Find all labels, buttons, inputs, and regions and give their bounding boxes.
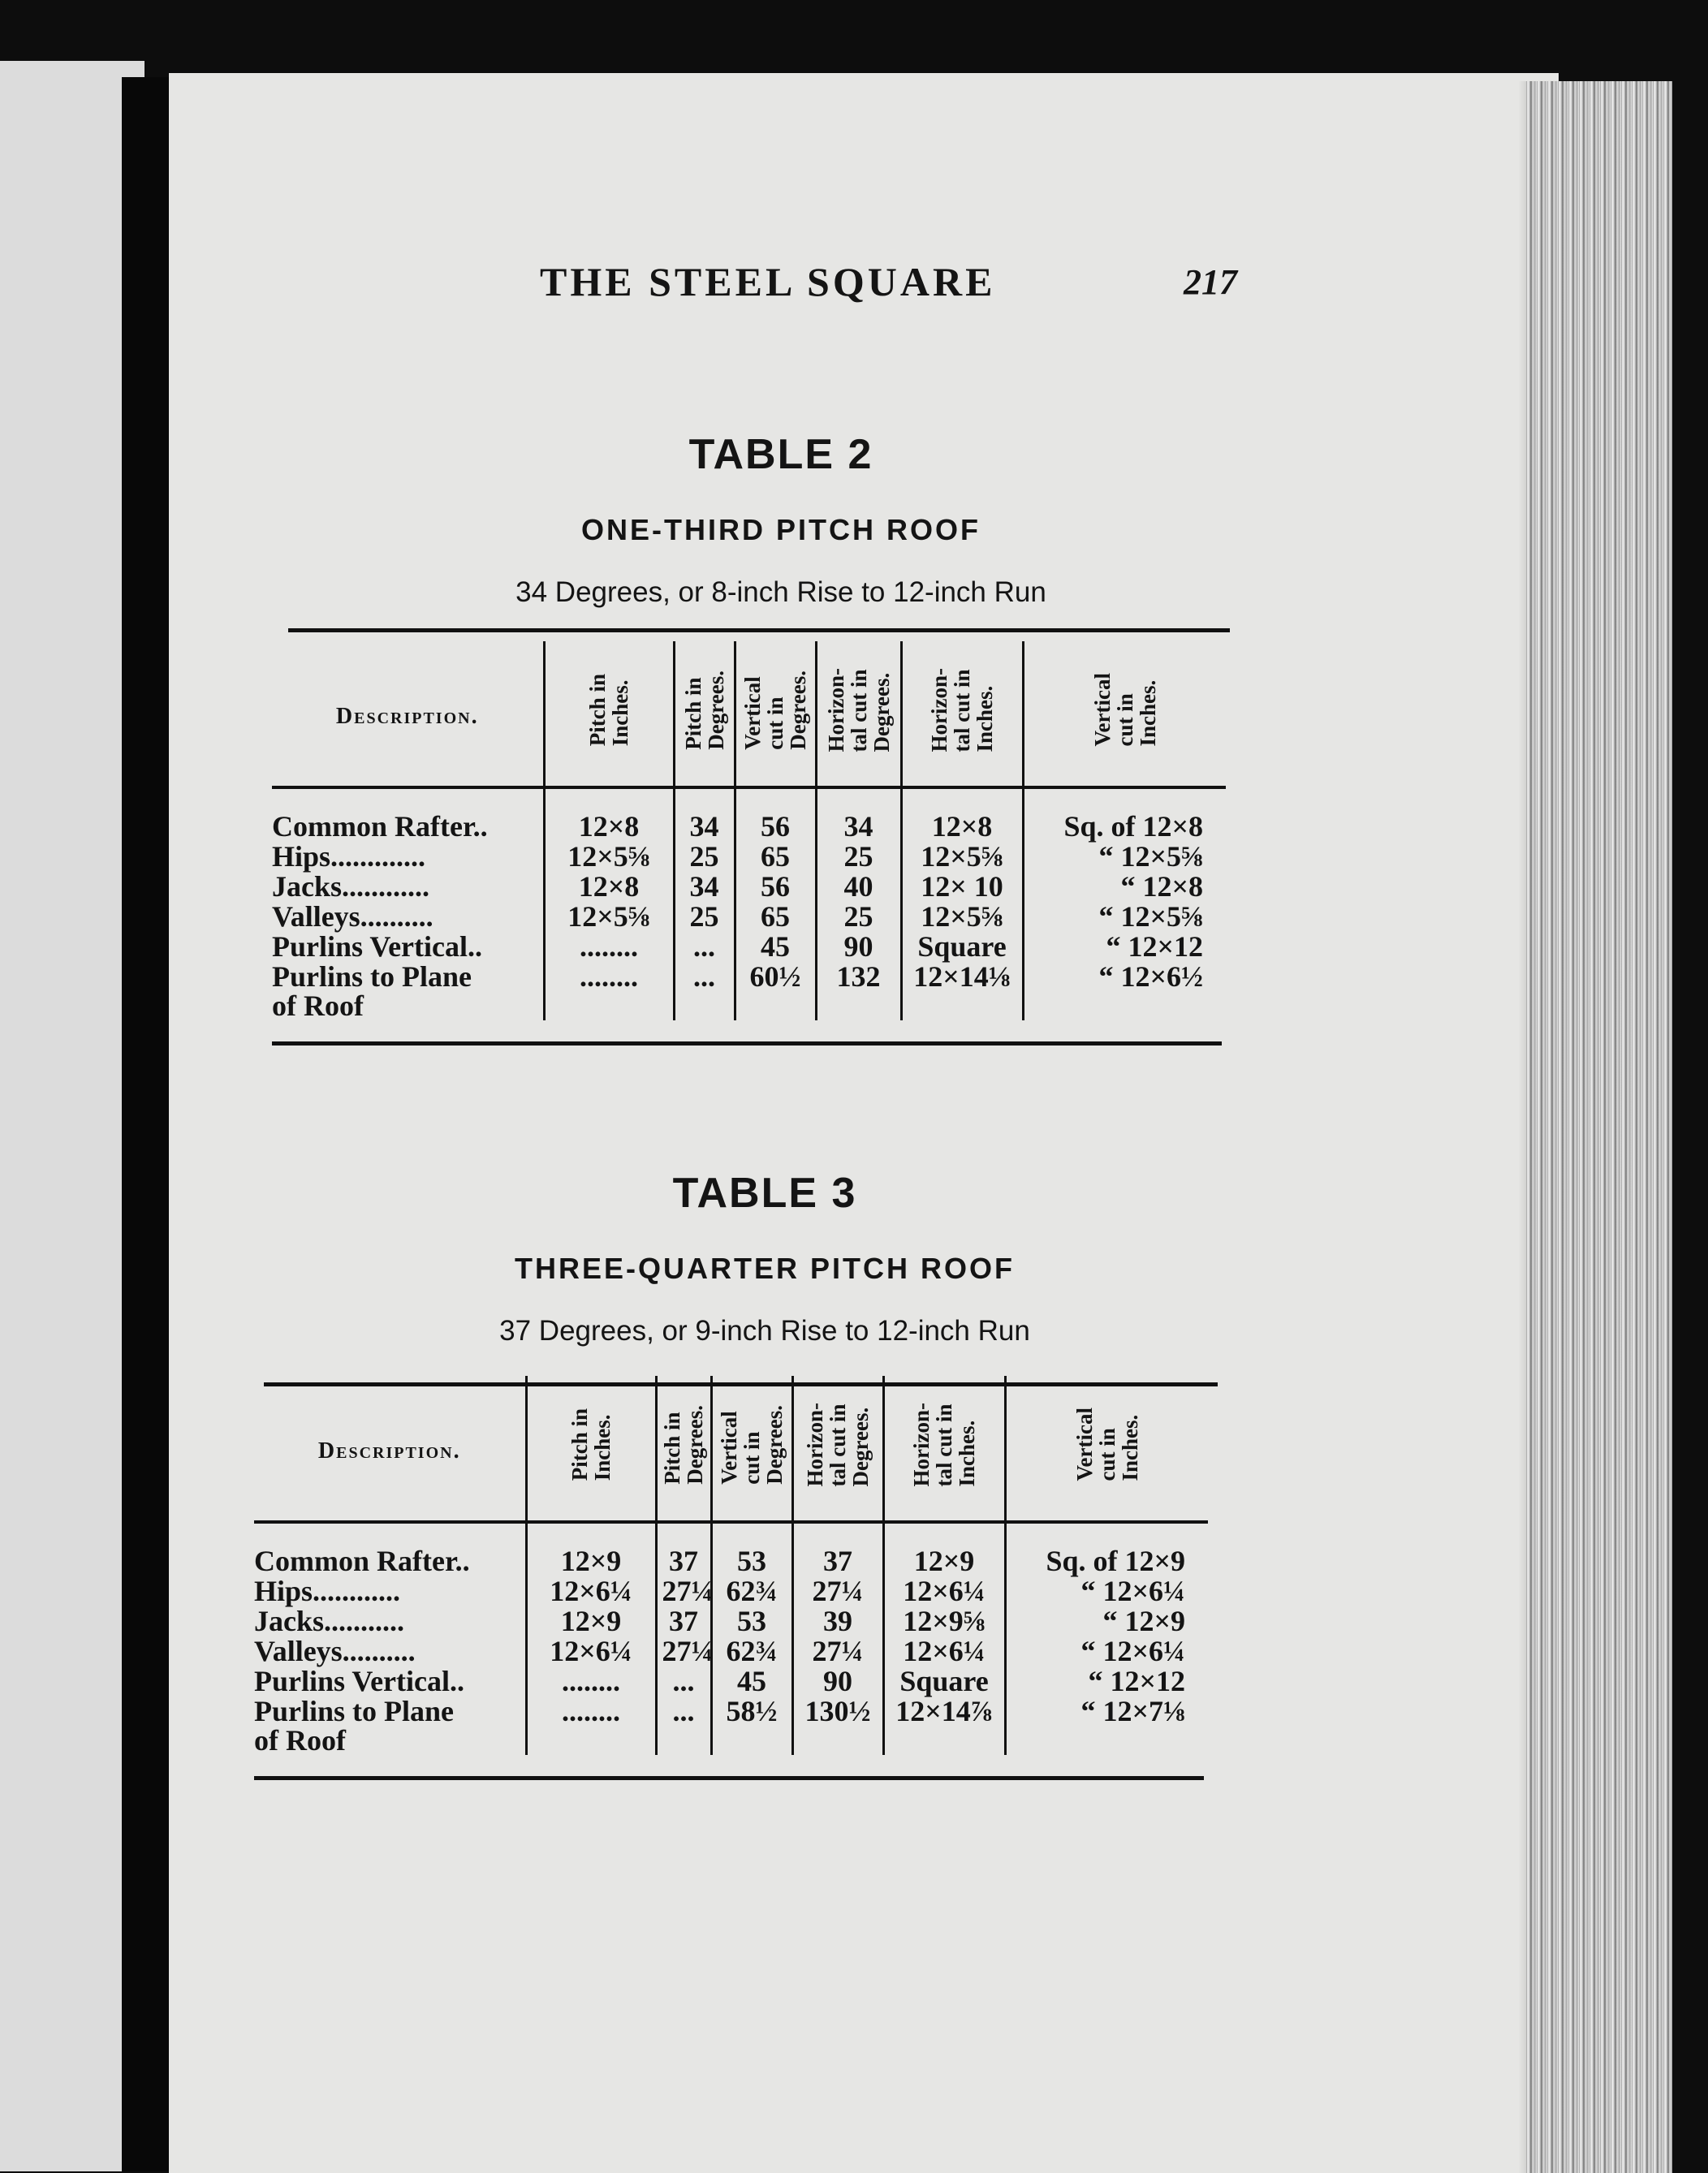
cell-vertical-inches: “ 12×12: [1023, 932, 1226, 962]
cell-horizontal-inches: 12×8: [901, 787, 1023, 842]
cell-horizontal-inches: 12×6¼: [883, 1636, 1005, 1666]
table3-header-pitch-inches: Pitch in Inches.: [526, 1376, 656, 1522]
row-description: Common Rafter..: [254, 1545, 470, 1577]
cell-vertical-degrees: 56: [735, 787, 816, 842]
cell-pitch-inches: ........: [526, 1697, 656, 1755]
row-description: Purlins to Plane of Roof: [272, 960, 472, 1022]
table3-caption: 37 Degrees, or 9-inch Rise to 12-inch Run: [499, 1315, 1030, 1347]
running-title: THE STEEL SQUARE: [540, 259, 996, 304]
table-row: [272, 962, 1226, 1020]
row-description: Jacks............: [272, 870, 430, 903]
cell-vertical-inches: “ 12×5⅝: [1023, 842, 1226, 872]
cell-pitch-degrees: 37: [656, 1606, 711, 1636]
cell-horizontal-degrees: 130½: [792, 1697, 883, 1755]
cell-vertical-inches: Sq. of 12×8: [1023, 787, 1226, 842]
cell-pitch-inches: 12×8: [544, 872, 674, 902]
table2-header-horizontal-inches: Horizon- tal cut in Inches.: [901, 641, 1023, 787]
row-description: Valleys..........: [254, 1635, 416, 1667]
row-description: Jacks...........: [254, 1605, 405, 1637]
table-row: [272, 842, 1226, 872]
cell-vertical-inches: Sq. of 12×9: [1005, 1522, 1208, 1576]
cell-vertical-inches: “ 12×6¼: [1005, 1636, 1208, 1666]
table2-header-pitch-inches: Pitch in Inches.: [544, 641, 674, 787]
cell-pitch-degrees: 25: [674, 902, 735, 932]
cell-pitch-inches: ........: [544, 962, 674, 1020]
cell-pitch-inches: 12×6¼: [526, 1576, 656, 1606]
table3-header-row: [254, 1376, 1208, 1522]
table3: [254, 1376, 1208, 1755]
table2-header-horizontal-degrees: Horizon- tal cut in Degrees.: [816, 641, 901, 787]
cell-horizontal-degrees: 132: [816, 962, 901, 1020]
table3-header-pitch-degrees: Pitch in Degrees.: [656, 1376, 711, 1522]
row-description: Valleys..........: [272, 900, 433, 933]
row-description: Hips.............: [272, 840, 426, 873]
cell-pitch-inches: 12×5⅝: [544, 902, 674, 932]
cell-pitch-inches: 12×9: [526, 1606, 656, 1636]
table2-header-vertical-inches: Vertical cut in Inches.: [1023, 641, 1226, 787]
table-row: [254, 1636, 1208, 1666]
cell-horizontal-inches: 12×14⅞: [883, 1697, 1005, 1755]
cell-pitch-inches: 12×8: [544, 787, 674, 842]
cell-pitch-degrees: ...: [674, 962, 735, 1020]
cell-horizontal-degrees: 37: [792, 1522, 883, 1576]
row-description: Hips............: [254, 1575, 401, 1607]
cell-vertical-degrees: 56: [735, 872, 816, 902]
cell-horizontal-inches: 12× 10: [901, 872, 1023, 902]
cell-pitch-inches: 12×9: [526, 1522, 656, 1576]
table2-header-pitch-degrees: Pitch in Degrees.: [674, 641, 735, 787]
cell-horizontal-degrees: 40: [816, 872, 901, 902]
table2-subtitle: ONE-THIRD PITCH ROOF: [581, 513, 981, 546]
table2-header-row: [272, 641, 1226, 787]
table-row: [272, 787, 1226, 842]
cell-horizontal-inches: Square: [883, 1666, 1005, 1697]
table2: [272, 641, 1226, 1020]
cell-horizontal-inches: 12×6¼: [883, 1576, 1005, 1606]
book-spine: [122, 77, 169, 2171]
cell-pitch-inches: 12×6¼: [526, 1636, 656, 1666]
cell-horizontal-inches: 12×14⅛: [901, 962, 1023, 1020]
table3-title: TABLE 3: [672, 1170, 857, 1217]
cell-horizontal-degrees: 25: [816, 842, 901, 872]
cell-vertical-degrees: 62¾: [711, 1636, 792, 1666]
cell-vertical-inches: “ 12×12: [1005, 1666, 1208, 1697]
table2-caption: 34 Degrees, or 8-inch Rise to 12-inch Run: [515, 576, 1046, 608]
row-description: Purlins to Plane of Roof: [254, 1695, 455, 1757]
cell-horizontal-inches: 12×5⅝: [901, 902, 1023, 932]
cell-vertical-degrees: 62¾: [711, 1576, 792, 1606]
table2-top-rule: [288, 628, 1230, 632]
table-row: [254, 1606, 1208, 1636]
cell-horizontal-degrees: 34: [816, 787, 901, 842]
table-row: [254, 1522, 1208, 1576]
cell-horizontal-degrees: 39: [792, 1606, 883, 1636]
cell-pitch-degrees: 25: [674, 842, 735, 872]
table-row: [272, 902, 1226, 932]
cell-vertical-inches: “ 12×7⅛: [1005, 1697, 1208, 1755]
cell-horizontal-degrees: 27¼: [792, 1636, 883, 1666]
cell-vertical-inches: “ 12×5⅝: [1023, 902, 1226, 932]
cell-vertical-degrees: 60½: [735, 962, 816, 1020]
cell-horizontal-inches: Square: [901, 932, 1023, 962]
row-description: Purlins Vertical..: [254, 1665, 464, 1697]
table3-header-description: Description.: [254, 1376, 526, 1522]
table3-header-horizontal-inches: Horizon- tal cut in Inches.: [883, 1376, 1005, 1522]
cell-horizontal-degrees: 90: [792, 1666, 883, 1697]
cell-pitch-degrees: 37: [656, 1522, 711, 1576]
table3-header-vertical-inches: Vertical cut in Inches.: [1005, 1376, 1208, 1522]
cell-vertical-degrees: 65: [735, 902, 816, 932]
cell-vertical-inches: “ 12×9: [1005, 1606, 1208, 1636]
cell-vertical-inches: “ 12×8: [1023, 872, 1226, 902]
cell-pitch-degrees: ...: [656, 1666, 711, 1697]
table-row: [272, 872, 1226, 902]
cell-pitch-degrees: 27¼: [656, 1636, 711, 1666]
book-page: [169, 73, 1559, 2173]
row-description: Common Rafter..: [272, 810, 488, 843]
cell-horizontal-degrees: 27¼: [792, 1576, 883, 1606]
cell-horizontal-inches: 12×9⅝: [883, 1606, 1005, 1636]
table-row: [254, 1697, 1208, 1755]
cell-horizontal-degrees: 90: [816, 932, 901, 962]
cell-horizontal-degrees: 25: [816, 902, 901, 932]
cell-pitch-inches: 12×5⅝: [544, 842, 674, 872]
row-description: Purlins Vertical..: [272, 930, 482, 963]
cell-horizontal-inches: 12×5⅝: [901, 842, 1023, 872]
table2-title: TABLE 2: [688, 431, 873, 478]
table3-header-horizontal-degrees: Horizon- tal cut in Degrees.: [792, 1376, 883, 1522]
cell-vertical-degrees: 65: [735, 842, 816, 872]
cell-vertical-degrees: 45: [711, 1666, 792, 1697]
cell-vertical-inches: “ 12×6¼: [1005, 1576, 1208, 1606]
table3-subtitle: THREE-QUARTER PITCH ROOF: [515, 1252, 1015, 1285]
cell-pitch-degrees: 34: [674, 872, 735, 902]
table-row: [272, 932, 1226, 962]
table-row: [254, 1666, 1208, 1697]
table2-header-description: Description.: [272, 641, 544, 787]
table2-bottom-rule: [272, 1041, 1222, 1046]
cell-pitch-degrees: ...: [674, 932, 735, 962]
table-row: [254, 1576, 1208, 1606]
running-head: [0, 258, 1708, 307]
table3-header-vertical-degrees: Vertical cut in Degrees.: [711, 1376, 792, 1522]
page-edges: [1526, 81, 1672, 2173]
cell-vertical-degrees: 53: [711, 1606, 792, 1636]
cell-pitch-degrees: 34: [674, 787, 735, 842]
table2-header-vertical-degrees: Vertical cut in Degrees.: [735, 641, 816, 787]
cell-vertical-inches: “ 12×6½: [1023, 962, 1226, 1020]
cell-pitch-inches: ........: [526, 1666, 656, 1697]
table3-bottom-rule: [254, 1776, 1204, 1780]
cell-horizontal-inches: 12×9: [883, 1522, 1005, 1576]
cell-vertical-degrees: 45: [735, 932, 816, 962]
cell-pitch-inches: ........: [544, 932, 674, 962]
cell-pitch-degrees: 27¼: [656, 1576, 711, 1606]
cell-vertical-degrees: 58½: [711, 1697, 792, 1755]
page-number: 217: [1184, 262, 1237, 302]
cell-pitch-degrees: ...: [656, 1697, 711, 1755]
cell-vertical-degrees: 53: [711, 1522, 792, 1576]
